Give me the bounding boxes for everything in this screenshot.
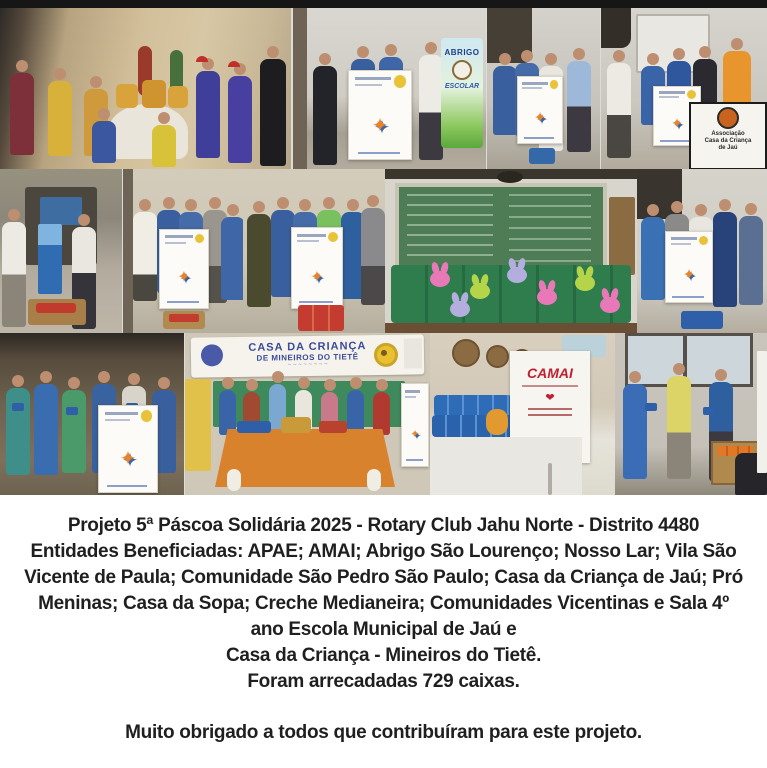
blue-vertical-banner [38,224,62,294]
bunny-cutout [507,267,527,283]
person-figure [567,48,591,152]
bunny-cutout [600,297,620,313]
photo-hallway-group-large [243,169,385,333]
person-figure [219,377,236,435]
person-figure [373,379,390,435]
table-goods-gold [281,417,311,433]
photo-three-men-box [615,333,767,495]
rotary-banner: ✦ [159,229,209,309]
person-figure [493,53,517,135]
photo-entrance-blue-banner [0,169,122,333]
person-figure [347,377,364,435]
person-figure [196,58,220,158]
sponsor-box [404,338,422,368]
person-figure [152,112,176,167]
wall-plate [452,339,480,367]
rotary-banner [348,70,412,160]
blue-donation-box [529,148,555,164]
blue-packages [681,311,723,329]
person-figure [607,50,631,158]
person-figure [361,195,385,305]
photo-abrigo-escolar [293,8,486,169]
gift-basket [116,84,138,108]
caption-line: Casa da Criança - Mineiros do Tietê. [225,645,542,666]
door-frame [293,8,307,169]
mineiros-banner [191,334,425,377]
rotary-banner: ✦ [665,231,713,303]
casa-crianca-jau-banner [689,102,767,169]
caption-text-block [0,513,767,746]
door-frame [123,169,133,333]
caption-line: Meninas; Casa da Sopa; Creche Medianeira; Comunidades Vicentinas e Sala 4º [38,593,729,614]
person-figure [313,53,337,165]
photo-collage [0,8,767,495]
person-figure [10,60,34,155]
person-figure [260,46,286,166]
person-figure [133,199,157,301]
photo-classroom-chalkboard [385,169,637,333]
red-items [169,314,199,322]
person-figure [48,68,72,156]
bunny-cutout [430,271,450,287]
casa-jau-line: de Jaú [718,145,738,151]
rotary-banner: ✦ [653,86,701,146]
bunny-cutout [450,301,470,317]
bunny-cutout [575,275,595,291]
abrigo-banner-subtitle: ESCOLAR [444,83,480,90]
bunny-figurine [367,469,381,491]
photo-dim-room-group [0,333,184,495]
blue-package [66,407,78,415]
bunny-figurine [227,469,241,491]
red-cap [228,61,240,67]
person-figure [62,377,86,473]
standing-banner-sliver [757,351,767,473]
easter-table [108,104,188,159]
rotary-easel-banner: ✦ [401,383,429,467]
bunny-cutout [537,289,557,305]
abrigo-escolar-banner [441,38,483,148]
dark-corner [601,8,631,48]
caption-thanks-line: Muito obrigado a todos que contribuíram para este projeto. [125,722,642,743]
plush-bunny [486,409,508,435]
person-figure [641,204,665,300]
photo-hallway-group-small [123,169,243,333]
gift-basket [142,80,166,108]
person-figure [247,201,271,307]
red-items [36,303,76,313]
casa-jau-emblem-icon [717,107,739,129]
person-figure [34,371,58,475]
star-graphic: ✦ [371,114,389,137]
table-goods-red [319,421,347,433]
person-figure [419,42,443,160]
banner-stand-pole [548,463,552,495]
blue-package [12,403,24,411]
rotary-banner: ✦ [291,227,343,309]
caption-line: ano Escola Municipal de Jaú e [250,619,517,640]
photo-casa-jau-group [601,8,767,169]
table-goods-blue [237,421,271,433]
person-figure [739,203,763,305]
bunny-cutout [470,283,490,299]
person-figure [92,108,116,163]
photo-mineiros-tiete [185,333,430,495]
white-table-front [430,437,582,495]
person-figure [221,204,243,300]
owl-mascot-icon [452,60,472,80]
gift-basket [168,86,188,108]
rotary-floor-banner: ✦ [98,405,158,493]
casa-jau-line: Casa da Criança [704,138,752,144]
caption-line: Entidades Beneficiadas: APAE; AMAI; Abrigo São Lourenço; Nosso Lar; Vila São [30,541,737,562]
abrigo-banner-title: ABRIGO [444,48,480,57]
person-figure [623,371,647,479]
photo-rotary-banner-group [487,8,600,169]
mineiros-banner-title: CASA DA CRIANÇA [248,340,367,354]
photo-camai-eggs [430,333,615,495]
caption-line: Projeto 5ª Páscoa Solidária 2025 - Rotary Club Jahu Norte - Distrito 4480 [67,515,700,536]
caption-line: Vicente de Paula; Comunidade São Pedro São Paulo; Casa da Criança de Jaú; Pró [24,567,743,588]
blue-package [703,407,715,415]
photo-easter-table-group [0,8,291,169]
rotary-banner: ✦ [517,76,563,144]
stacked-red-packages [298,305,344,331]
blue-package [645,403,657,411]
camai-banner-title: CAMAI [527,365,573,381]
casa-jau-line: Associação [711,131,745,137]
person-figure [713,199,737,307]
person-figure [228,63,252,163]
person-figure [667,363,691,479]
wall-plate [486,345,509,368]
top-dark-bar [0,0,767,8]
table-edge [385,323,637,333]
mineiros-banner-subtitle: DE MINEIROS DO TIETÊ [256,352,359,363]
heart-icon: ❤ [545,392,555,404]
ceiling-fan [497,171,523,183]
caption-line: Foram arrecadadas 729 caixas. [247,671,520,692]
yellow-banner [185,379,211,471]
wood-cabinet [609,197,635,275]
photo-five-men-rotary [637,169,767,333]
person-figure [6,375,30,475]
person-figure [2,209,26,327]
mineiros-banner-tagline: ~ ~ ~ ~ ~ ~ ~ ~ [287,361,328,369]
red-cap [196,56,208,62]
